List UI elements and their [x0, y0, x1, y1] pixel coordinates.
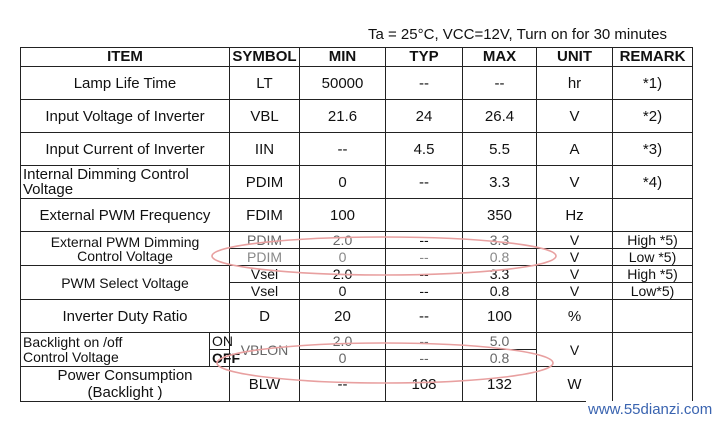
item-cell: PWM Select Voltage	[21, 266, 230, 300]
item-line-2: Control Voltage	[77, 247, 173, 264]
min-cell: 0	[300, 283, 386, 300]
table-row	[21, 300, 693, 333]
item-cell	[21, 232, 230, 266]
item-line-2: (Backlight )	[87, 384, 163, 401]
remark-cell: *2)	[613, 100, 693, 133]
item-cell: Lamp Life Time	[21, 67, 230, 100]
header-max: MAX	[463, 48, 537, 67]
typ-cell: 108	[386, 367, 463, 402]
table-row	[21, 133, 693, 166]
item-line-2: Control Voltage	[23, 348, 119, 365]
header-symbol: SYMBOL	[230, 48, 300, 67]
min-cell: 21.6	[300, 100, 386, 133]
typ-cell: --	[386, 166, 463, 199]
unit-cell: V	[537, 283, 613, 300]
remark-cell: Low*5)	[613, 283, 693, 300]
min-cell: 2.0	[300, 266, 386, 283]
unit-cell: W	[537, 367, 613, 402]
item-line-1: Power Consumption	[57, 367, 193, 384]
max-cell: 350	[463, 199, 537, 232]
max-cell: 5.0	[463, 333, 537, 350]
unit-cell: V	[537, 249, 613, 266]
symbol-cell: Vsel	[230, 283, 300, 300]
table-row	[21, 367, 693, 402]
max-cell: 26.4	[463, 100, 537, 133]
header-item: ITEM	[21, 48, 230, 67]
symbol-cell: BLW	[230, 367, 300, 402]
symbol-cell: IIN	[230, 133, 300, 166]
item-line-2: Voltage	[23, 181, 74, 198]
on-label: ON	[210, 333, 230, 350]
min-cell: 0	[300, 249, 386, 266]
typ-cell: 4.5	[386, 133, 463, 166]
header-min: MIN	[300, 48, 386, 67]
header-typ: TYP	[386, 48, 463, 67]
remark-cell	[613, 300, 693, 333]
max-cell: --	[463, 67, 537, 100]
unit-cell: V	[537, 333, 613, 367]
off-label: OFF	[210, 350, 230, 367]
table-row	[21, 100, 693, 133]
test-conditions: Ta = 25°C, VCC=12V, Turn on for 30 minutes	[368, 26, 667, 43]
typ-cell: --	[386, 249, 463, 266]
remark-cell: *4)	[613, 166, 693, 199]
typ-cell: --	[386, 67, 463, 100]
typ-cell: --	[386, 232, 463, 249]
max-cell: 3.3	[463, 266, 537, 283]
remark-cell	[613, 333, 693, 367]
item-cell: Inverter Duty Ratio	[21, 300, 230, 333]
min-cell: 2.0	[300, 333, 386, 350]
min-cell: --	[300, 133, 386, 166]
typ-cell: --	[386, 283, 463, 300]
symbol-cell: VBLON	[230, 333, 300, 367]
typ-cell	[386, 199, 463, 232]
typ-cell: --	[386, 266, 463, 283]
max-cell: 5.5	[463, 133, 537, 166]
symbol-cell: Vsel	[230, 266, 300, 283]
remark-cell: *3)	[613, 133, 693, 166]
watermark: www.55dianzi.com	[588, 401, 713, 418]
typ-cell: --	[386, 350, 463, 367]
item-cell	[21, 166, 230, 199]
min-cell: 100	[300, 199, 386, 232]
remark-cell: High *5)	[613, 232, 693, 249]
unit-cell: V	[537, 166, 613, 199]
item-cell	[21, 367, 230, 402]
min-cell: 20	[300, 300, 386, 333]
symbol-cell: PDIM	[230, 249, 300, 266]
max-cell: 3.3	[463, 232, 537, 249]
min-cell: 2.0	[300, 232, 386, 249]
unit-cell: V	[537, 232, 613, 249]
item-cell: Input Voltage of Inverter	[21, 100, 230, 133]
unit-cell: V	[537, 100, 613, 133]
max-cell: 0.8	[463, 350, 537, 367]
typ-cell: 24	[386, 100, 463, 133]
max-cell: 3.3	[463, 166, 537, 199]
remark-cell: Low *5)	[613, 249, 693, 266]
header-row	[21, 48, 693, 67]
symbol-cell: PDIM	[230, 232, 300, 249]
unit-cell: V	[537, 266, 613, 283]
table-row	[21, 67, 693, 100]
symbol-cell: VBL	[230, 100, 300, 133]
table-row	[21, 266, 693, 283]
remark-cell: *1)	[613, 67, 693, 100]
item-cell	[21, 333, 210, 367]
specification-table	[20, 47, 693, 402]
symbol-cell: PDIM	[230, 166, 300, 199]
symbol-cell: FDIM	[230, 199, 300, 232]
unit-cell: A	[537, 133, 613, 166]
remark-cell	[613, 367, 693, 402]
remark-cell	[613, 199, 693, 232]
min-cell: 0	[300, 350, 386, 367]
max-cell: 0.8	[463, 283, 537, 300]
item-cell: External PWM Frequency	[21, 199, 230, 232]
remark-cell: High *5)	[613, 266, 693, 283]
unit-cell: Hz	[537, 199, 613, 232]
unit-cell: hr	[537, 67, 613, 100]
unit-cell: %	[537, 300, 613, 333]
typ-cell: --	[386, 333, 463, 350]
header-remark: REMARK	[613, 48, 693, 67]
min-cell: 0	[300, 166, 386, 199]
max-cell: 100	[463, 300, 537, 333]
symbol-cell: LT	[230, 67, 300, 100]
table-row	[21, 232, 693, 249]
min-cell: 50000	[300, 67, 386, 100]
header-unit: UNIT	[537, 48, 613, 67]
typ-cell: --	[386, 300, 463, 333]
max-cell: 0.8	[463, 249, 537, 266]
max-cell: 132	[463, 367, 537, 402]
item-line-1: External PWM Dimming	[50, 233, 200, 250]
item-line-1: Backlight on /off	[23, 333, 123, 350]
item-line-1: Internal Dimming Control	[23, 166, 189, 183]
table-row	[21, 333, 693, 350]
table-row	[21, 166, 693, 199]
symbol-cell: D	[230, 300, 300, 333]
item-cell: Input Current of Inverter	[21, 133, 230, 166]
table-row	[21, 199, 693, 232]
min-cell: --	[300, 367, 386, 402]
